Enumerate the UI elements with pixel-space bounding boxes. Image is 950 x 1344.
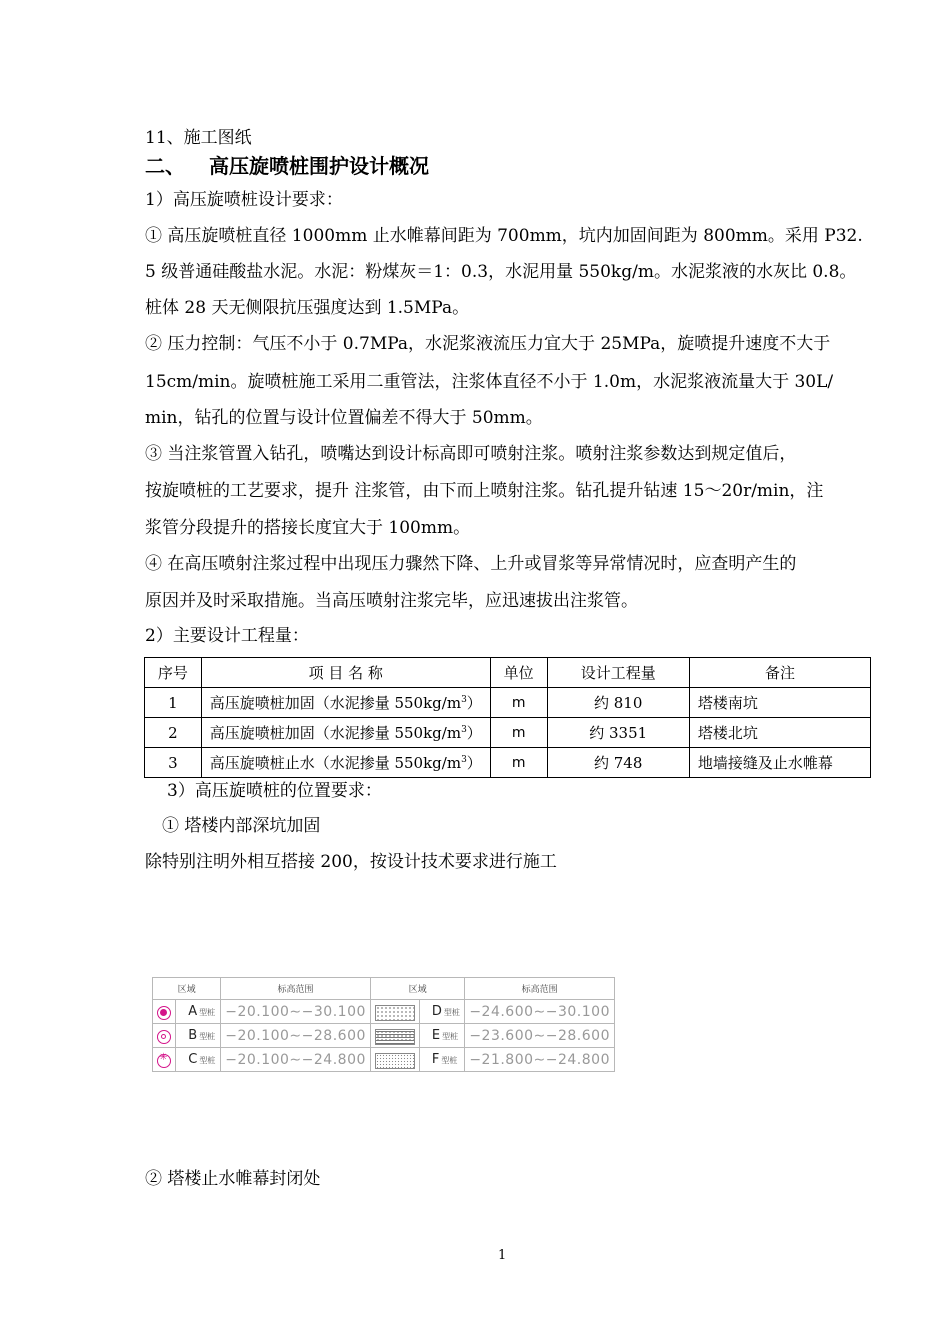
row-no: 1 [145,688,202,718]
legend-zone: D 型桩 [419,1000,464,1024]
paragraph-line: ① 高压旋喷桩直径 1000mm 止水帷幕间距为 700mm，坑内加固间距为 800mm。采用 P32. [145,226,863,246]
paragraph-line: ③ 当注浆管置入钻孔，喷嘴达到设计标高即可喷射注浆。喷射注浆参数达到规定值后， [145,444,797,464]
quantity-table-title: 2）主要设计工程量： [145,626,309,646]
row-note: 地墙接缝及止水帷幕 [689,748,870,778]
legend-range: −20.100∼−30.100 [221,1000,371,1024]
row-no: 3 [145,748,202,778]
header-no: 序号 [145,658,202,688]
legend-range: −20.100∼−24.800 [221,1048,371,1072]
row-unit: m [490,748,547,778]
overlap-note: 除特别注明外相互搭接 200，按设计技术要求进行施工 [145,852,557,872]
paragraph-line: 浆管分段提升的搭接长度宜大于 100mm。 [145,518,471,538]
paragraph-line: ④ 在高压喷射注浆过程中出现压力骤然下降、上升或冒浆等异常情况时，应查明产生的 [145,554,797,574]
star-circle-icon [157,1054,171,1068]
table-row [145,718,871,748]
paragraph-line: ② 压力控制：气压不小于 0.7MPa，水泥浆液流压力宜大于 25MPa，旋喷提升速度不大于 [145,334,831,354]
section-heading [145,150,429,179]
paragraph-line: min，钻孔的位置与设计位置偏差不得大于 50mm。 [145,408,543,428]
elevation-legend-table [152,977,615,1072]
legend-zone: A 型桩 [176,1000,221,1024]
subsection-cutoff-wall: ② 塔楼止水帷幕封闭处 [145,1169,321,1189]
legend-zone: F 型桩 [419,1048,464,1072]
paragraph-line: 15cm/min。旋喷桩施工采用二重管法，注浆体直径不小于 1.0m，水泥浆液流量大于 30L/ [145,372,834,392]
legend-range: −23.600∼−28.600 [465,1024,615,1048]
legend-header-range: 标高范围 [221,978,371,1000]
requirements-title: 1）高压旋喷桩设计要求： [145,190,343,210]
legend-header-zone: 区域 [370,978,464,1000]
legend-row [153,1000,615,1024]
filled-circle-icon [157,1006,171,1020]
section-title: 高压旋喷桩围护设计概况 [209,154,429,178]
row-unit: m [490,718,547,748]
row-note: 塔楼北坑 [689,718,870,748]
legend-header-zone: 区域 [153,978,221,1000]
header-name: 项 目 名 称 [201,658,490,688]
quantity-table [144,657,871,778]
row-name: 高压旋喷桩止水（水泥掺量 $550kg/m^3$） [201,748,490,778]
legend-row [153,1024,615,1048]
header-note: 备注 [689,658,870,688]
legend-zone: C 型桩 [176,1048,221,1072]
legend-zone: B 型桩 [176,1024,221,1048]
row-unit: m [490,688,547,718]
paragraph-line: 5 级普通硅酸盐水泥。水泥：粉煤灰＝1：0.3，水泥用量 550kg/m。水泥浆液的水灰比 0.8。 [145,262,857,282]
subsection-deep-pit: ① 塔楼内部深坑加固 [162,816,321,836]
line-hatch-icon [375,1029,415,1045]
legend-range: −24.600∼−30.100 [465,1000,615,1024]
row-note: 塔楼南坑 [689,688,870,718]
table-row [145,688,871,718]
legend-header-range: 标高范围 [465,978,615,1000]
fine-dot-hatch-icon [375,1053,415,1069]
row-name: 高压旋喷桩加固（水泥掺量 $550kg/m^3$） [201,718,490,748]
ring-circle-icon [157,1030,171,1044]
paragraph-line: 原因并及时采取措施。当高压喷射注浆完毕，应迅速拔出注浆管。 [145,591,638,611]
legend-header-row [153,978,615,1000]
legend-range: −20.100∼−28.600 [221,1024,371,1048]
legend-zone: E 型桩 [419,1024,464,1048]
position-title: 3）高压旋喷桩的位置要求： [167,781,382,801]
row-quantity: 约 3351 [547,718,689,748]
row-no: 2 [145,718,202,748]
header-quantity: 设计工程量 [547,658,689,688]
table-row [145,748,871,778]
legend-range: −21.800∼−24.800 [465,1048,615,1072]
page-number: 1 [498,1248,507,1263]
row-quantity: 约 810 [547,688,689,718]
section-number: 二、 [145,154,185,178]
table-header-row [145,658,871,688]
dot-hatch-icon [375,1005,415,1021]
section-11-heading: 11、施工图纸 [145,128,252,148]
row-name: 高压旋喷桩加固（水泥掺量 $550kg/m^3$） [201,688,490,718]
header-unit: 单位 [490,658,547,688]
legend-row [153,1048,615,1072]
paragraph-line: 按旋喷桩的工艺要求，提升 注浆管，由下而上喷射注浆。钻孔提升钻速 15～20r/min，注 [145,481,824,501]
paragraph-line: 桩体 28 天无侧限抗压强度达到 1.5MPa。 [145,298,470,318]
row-quantity: 约 748 [547,748,689,778]
